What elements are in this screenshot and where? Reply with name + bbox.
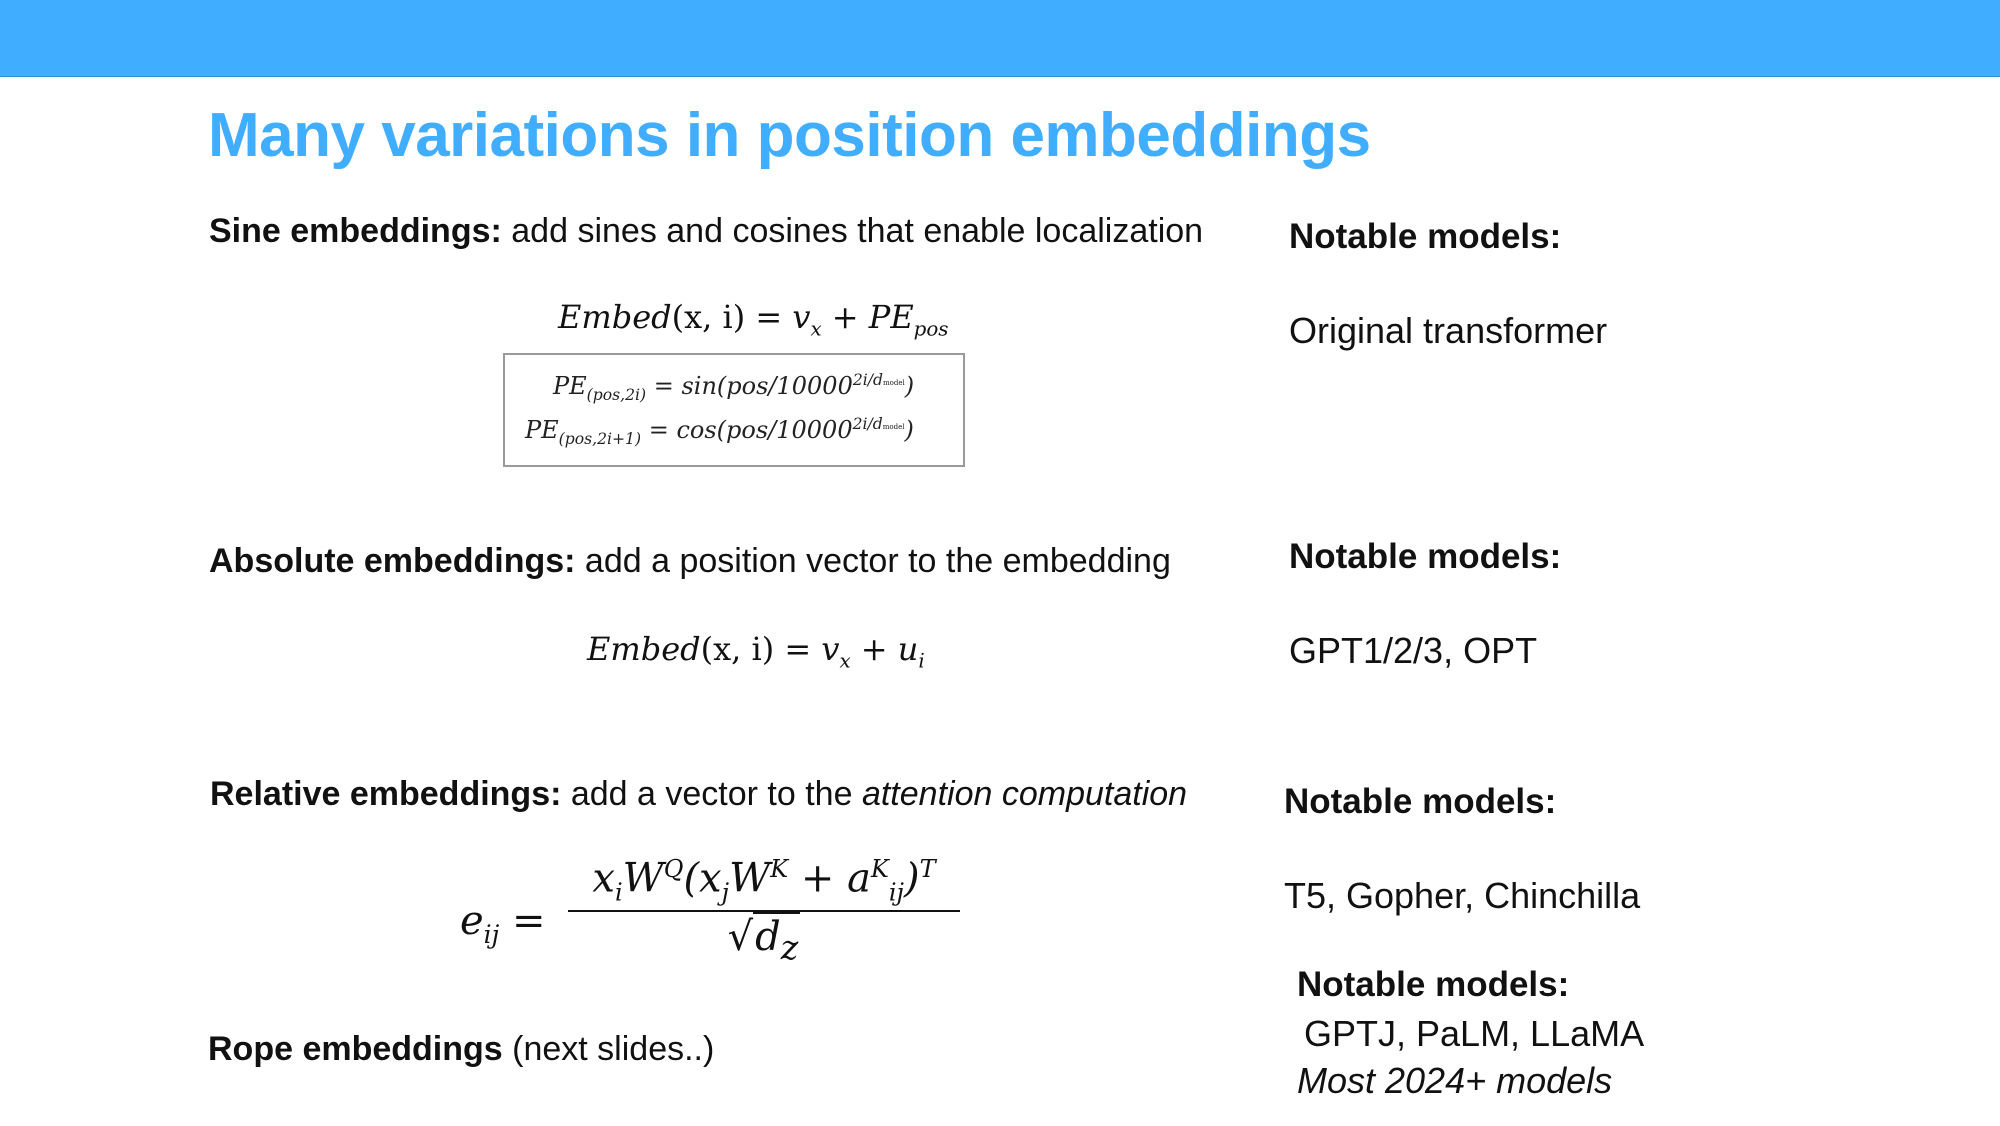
pe-sin-sup: 2i/d [852,371,883,389]
num-close-sup: T [919,855,936,883]
relative-formula-e-sub: ij [483,920,500,949]
relative-formula-eq: = [512,898,546,944]
relative-heading [210,775,1187,814]
pe-sin-pe: PE [553,372,587,400]
sine-formula-pe-sub: pos [913,317,949,341]
num-close: ) [903,855,920,902]
slide-title: Many variations in position embeddings [208,101,1371,170]
absolute-formula-v: v [821,630,840,668]
absolute-formula-v-sub: x [839,649,851,673]
relative-formula-numerator [568,855,960,910]
rope-models-extra: Most 2024+ models [1297,1060,1613,1101]
pe-formula-box [503,353,965,467]
rope-heading-text: (next slides..) [502,1030,715,1068]
sine-heading-bold: Sine embeddings: [209,212,502,250]
absolute-formula-func: Embed [587,630,701,668]
rope-models: GPTJ, PaLM, LLaMA [1304,1013,1645,1054]
num-xj: (x [683,855,722,902]
relative-heading-bold: Relative embeddings: [210,775,562,813]
pe-sin-sub: (pos,2i) [586,385,647,404]
pe-cos-line [525,415,914,448]
num-w1: W [622,855,664,902]
sine-heading-text: add sines and cosines that enable localization [501,212,1204,250]
pe-cos-close: ) [904,416,914,444]
sine-formula [558,298,948,340]
relative-models: T5, Gopher, Chinchilla [1284,875,1641,916]
absolute-formula-u: u [897,630,919,668]
pe-sin-line [553,371,914,404]
rope-heading-bold: Rope embeddings [208,1030,503,1068]
absolute-formula [587,630,925,672]
pe-sin-close: ) [904,372,915,400]
absolute-formula-args: (x, i) [700,630,775,668]
pe-cos-rhs: = cos(pos/10000 [648,416,853,444]
absolute-notable-label: Notable models: [1289,537,1562,576]
relative-formula-e: e [460,898,484,944]
relative-formula-denominator [568,912,960,967]
absolute-formula-u-sub: i [918,649,925,673]
absolute-formula-plus: + [860,630,888,668]
num-w2-sup: K [770,855,789,883]
sine-formula-eq: = [755,298,783,336]
num-xj-sub: j [721,878,730,907]
sine-heading [209,212,1203,251]
den-d-sub: z [780,928,799,968]
top-banner [0,0,2000,77]
sine-formula-plus: + [831,298,859,336]
pe-sin-sup-sub: model [883,378,905,387]
relative-heading-italic: attention computation [861,775,1188,813]
num-w2: W [729,855,771,902]
relative-formula-fraction [568,855,960,967]
rope-heading [208,1030,714,1069]
num-x-sub: i [614,878,623,907]
sine-formula-v: v [792,298,811,336]
rope-notable-label: Notable models: [1297,965,1570,1004]
num-w1-sup: Q [663,855,684,883]
sine-formula-pe: PE [868,298,914,336]
relative-heading-text: add a vector to the [561,775,862,813]
relative-formula-lhs [460,898,546,949]
sine-formula-args: (x, i) [671,298,746,336]
absolute-formula-eq: = [784,630,812,668]
pe-cos-sup-sub: model [882,422,905,431]
absolute-models: GPT1/2/3, OPT [1289,630,1538,671]
sine-notable-label: Notable models: [1289,217,1562,256]
num-a: + a [788,855,871,902]
sine-models: Original transformer [1289,310,1608,351]
num-a-sub: ij [888,878,904,907]
relative-notable-label: Notable models: [1284,782,1557,821]
sine-formula-v-sub: x [810,317,822,341]
sqrt-icon: √ [727,914,754,961]
pe-sin-rhs: = sin(pos/10000 [653,372,853,400]
absolute-heading-bold: Absolute embeddings: [209,542,576,580]
num-x: x [592,855,615,902]
pe-cos-sub: (pos,2i+1) [558,429,642,448]
pe-cos-pe: PE [525,416,559,444]
num-a-sup: K [870,855,889,883]
pe-cos-sup: 2i/d [852,415,883,433]
sine-formula-func: Embed [558,298,672,336]
den-d: d [755,914,781,961]
absolute-heading [209,542,1171,581]
absolute-heading-text: add a position vector to the embedding [575,542,1171,580]
